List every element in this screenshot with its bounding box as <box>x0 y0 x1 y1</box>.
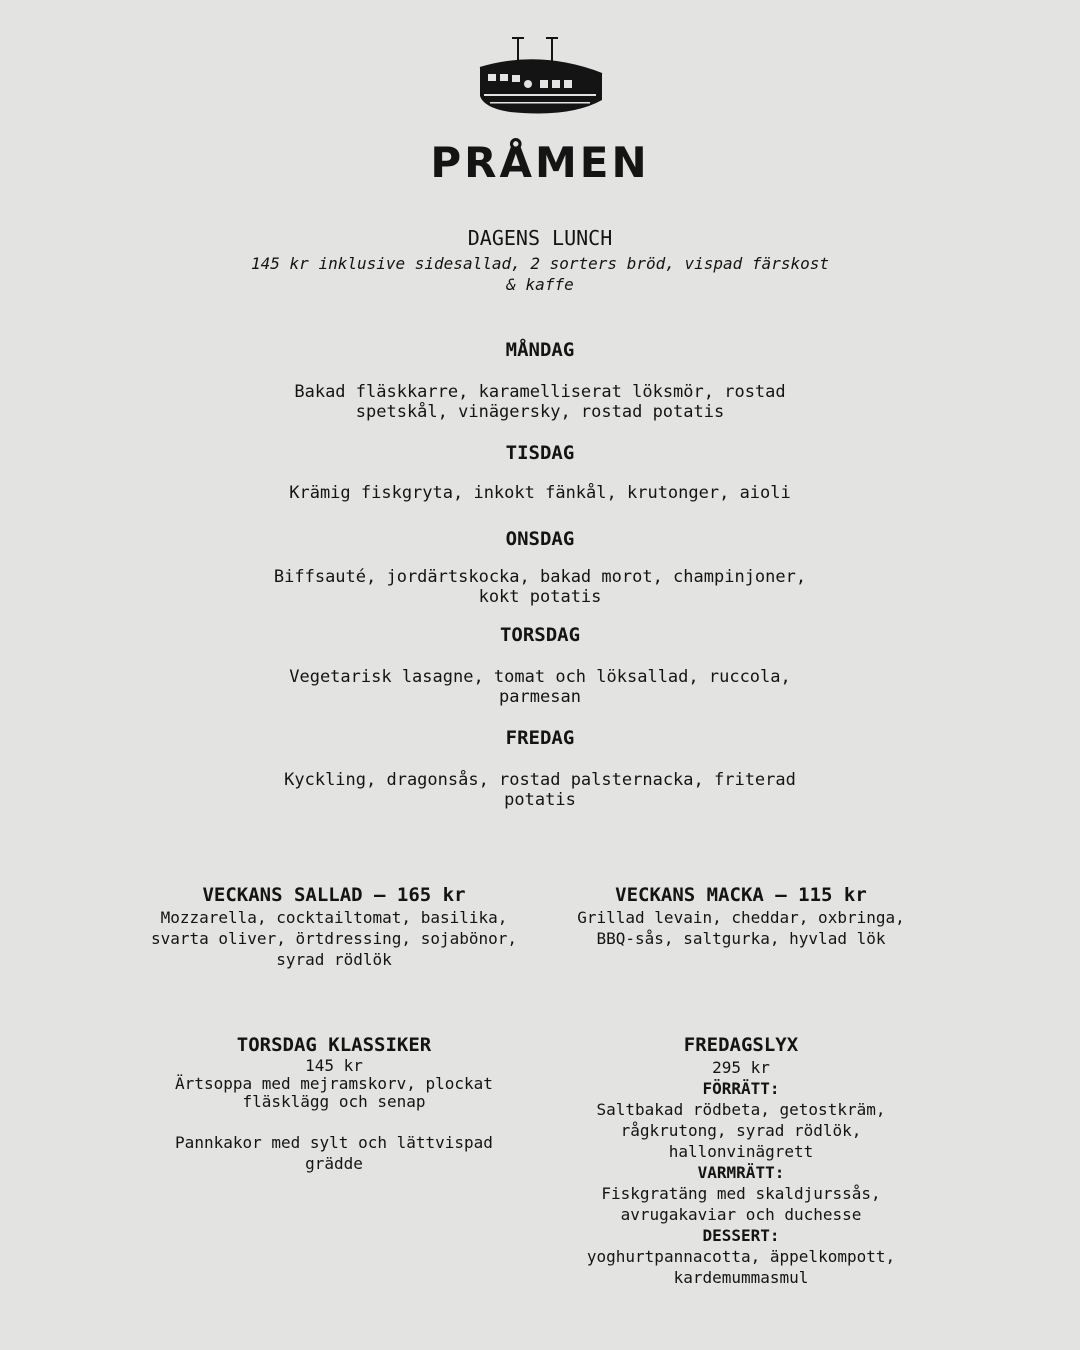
forratt-line: Saltbakad rödbeta, getostkräm, <box>596 1100 886 1119</box>
day-name: TORSDAG <box>499 624 581 646</box>
day-name: TISDAG <box>505 442 575 464</box>
day-name: FREDAG <box>505 727 575 749</box>
forratt-label: FÖRRÄTT: <box>702 1079 780 1098</box>
lunch-subtitle-line1: 145 kr inklusive sidesallad, 2 sorters bröd, vispad färskost <box>251 254 829 273</box>
forratt-line: rågkrutong, syrad rödlök, <box>620 1121 862 1140</box>
varmratt-line: avrugakaviar och duchesse <box>620 1205 862 1224</box>
torsdag-klassiker <box>134 1033 534 1174</box>
dessert-line: yoghurtpannacotta, äppelkompott, <box>586 1247 896 1266</box>
day-thursday <box>240 623 840 707</box>
varmratt-label: VARMRÄTT: <box>697 1163 785 1182</box>
day-monday <box>240 338 840 422</box>
ferry-boat-logo <box>470 28 610 124</box>
klassiker-line: grädde <box>305 1154 363 1173</box>
klassiker-line: Pannkakor med sylt och lättvispad <box>175 1133 493 1152</box>
day-dish-line1: Kyckling, dragonsås, rostad palsternacka, friterad <box>284 770 796 790</box>
forratt-line: hallonvinägrett <box>668 1142 814 1161</box>
fredagslyx-title: FREDAGSLYX <box>683 1034 799 1056</box>
restaurant-name: PRÅMEN <box>430 138 650 187</box>
klassiker-title: TORSDAG KLASSIKER <box>236 1034 432 1056</box>
varmratt-line: Fiskgratäng med skaldjurssås, <box>601 1184 881 1203</box>
lunch-subtitle <box>230 253 850 295</box>
sallad-line: syrad rödlök <box>276 950 392 969</box>
day-name: MÅNDAG <box>505 339 575 361</box>
day-dish-line2: potatis <box>504 790 576 810</box>
day-dish-line1: Bakad fläskkarre, karamelliserat löksmör, rostad <box>294 382 786 402</box>
klassiker-line: Ärtsoppa med mejramskorv, plockat <box>175 1074 493 1093</box>
lunch-title: DAGENS LUNCH <box>467 226 613 250</box>
sallad-title: VECKANS SALLAD – 165 kr <box>202 884 466 906</box>
klassiker-price: 145 kr <box>305 1056 363 1075</box>
day-wednesday <box>240 527 840 607</box>
day-dish-line1: Krämig fiskgryta, inkokt fänkål, krutonger, aioli <box>289 483 791 503</box>
dessert-line: kardemummasmul <box>673 1268 809 1287</box>
macka-line: Grillad levain, cheddar, oxbringa, <box>577 908 905 927</box>
sallad-line: svarta oliver, örtdressing, sojabönor, <box>150 929 518 948</box>
klassiker-line: fläsklägg och senap <box>242 1092 426 1111</box>
dessert-label: DESSERT: <box>702 1226 780 1245</box>
veckans-sallad <box>124 883 544 970</box>
veckans-macka <box>536 883 946 949</box>
fredagslyx-price: 295 kr <box>712 1058 770 1077</box>
fredagslyx <box>541 1033 941 1288</box>
day-dish-line1: Vegetarisk lasagne, tomat och löksallad, ruccola, <box>289 667 791 687</box>
lunch-subtitle-line2: & kaffe <box>506 275 574 294</box>
day-dish-line2: kokt potatis <box>478 587 602 607</box>
macka-line: BBQ-sås, saltgurka, hyvlad lök <box>596 929 886 948</box>
day-friday <box>240 726 840 810</box>
day-dish-line2: parmesan <box>499 687 581 707</box>
macka-title: VECKANS MACKA – 115 kr <box>615 884 867 906</box>
day-dish-line1: Biffsauté, jordärtskocka, bakad morot, champinjoner, <box>273 567 807 587</box>
day-name: ONSDAG <box>505 528 575 550</box>
sallad-line: Mozzarella, cocktailtomat, basilika, <box>160 908 508 927</box>
day-dish-line2: spetskål, vinägersky, rostad potatis <box>355 402 725 422</box>
day-tuesday <box>240 441 840 503</box>
